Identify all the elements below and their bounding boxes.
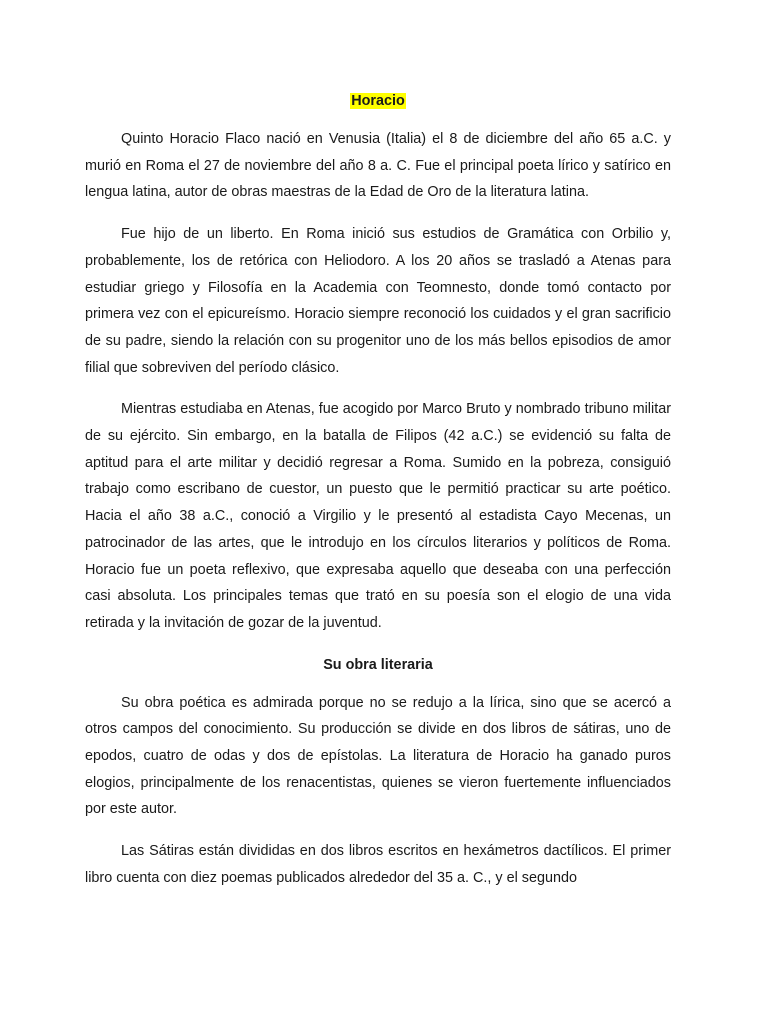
paragraph-birth: Quinto Horacio Flaco nació en Venusia (Italia) el 8 de diciembre del año 65 a.C. y murió en Roma el 27 de noviembre del año 8 a. C. Fue el principal poeta lírico y satírico en lengua latina, autor de obras maestras de la Edad de Oro de la literatura latina. — [85, 131, 671, 201]
paragraph-career: Mientras estudiaba en Atenas, fue acogido por Marco Bruto y nombrado tribuno militar de su ejército. Sin embargo, en la batalla de Filipos (42 a.C.) se evidenció su falta de aptitud para el arte militar y decidió regresar a Roma. Sumido en la pobreza, consiguió trabajo como escribano de cuestor, un puesto que le permitió practicar su arte poético. Hacia el año 38 a.C., conoció a Virgilio y le presentó al estadista Cayo Mecenas, un patrocinador de las artes, que le introdujo en los círculos literarios y políticos de Roma. Horacio fue un poeta reflexivo, que expresaba aquello que deseaba con una perfección casi absoluta. Los principales temas que trató en su poesía son el elogio de una vida retirada y la invitación de gozar de la juventud. — [85, 401, 671, 631]
section-heading: Su obra literaria — [323, 656, 433, 673]
document-body — [85, 88, 671, 907]
paragraph-works: Su obra poética es admirada porque no se redujo a la lírica, sino que se acercó a otros campos del conocimiento. Su producción se divide en dos libros de sátiras, uno de epodos, cuatro de odas y dos de epístolas. La literatura de Horacio ha ganado puros elogios, principalmente de los renacentistas, quienes se vieron fuertemente influenciados por este autor. — [85, 694, 671, 818]
title-highlight: Horacio — [351, 93, 405, 109]
document-title — [85, 88, 671, 114]
paragraph-education: Fue hijo de un liberto. En Roma inició sus estudios de Gramática con Orbilio y, probablemente, los de retórica con Heliodoro. A los 20 años se trasladó a Atenas para estudiar griego y Filosofía en la Academia con Teomnesto, donde tomó contacto por primera vez con el epicureísmo. Horacio siempre reconoció los cuidados y el gran sacrificio de su padre, siendo la relación con su progenitor uno de los más bellos episodios de amor filial que sobreviven del período clásico. — [85, 226, 671, 376]
paragraph-satires: Las Sátiras están divididas en dos libros escritos en hexámetros dactílicos. El primer libro cuenta con diez poemas publicados alrededor del 35 a. C., y el segundo — [85, 843, 671, 886]
